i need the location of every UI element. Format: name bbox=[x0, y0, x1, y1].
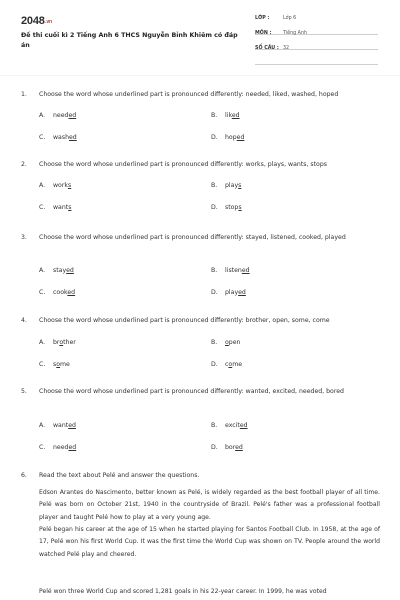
option-a[interactable]: A. needed bbox=[39, 112, 77, 119]
question-text: Choose the word whose underlined part is pronounced differently: brother, open, some, come bbox=[39, 317, 330, 324]
question-number: 4. bbox=[21, 317, 27, 324]
question-number: 6. bbox=[21, 472, 27, 479]
option-d[interactable]: D. bored bbox=[211, 444, 243, 451]
meta-value: 32 bbox=[283, 46, 290, 51]
question-number: 5. bbox=[21, 388, 27, 395]
option-a[interactable]: A. brother bbox=[39, 339, 76, 346]
option-b[interactable]: B. excited bbox=[211, 422, 248, 429]
option-d[interactable]: D. come bbox=[211, 361, 243, 368]
meta-value: Lớp 6 bbox=[283, 16, 297, 21]
meta-key: MÔN : bbox=[255, 31, 272, 36]
option-d[interactable]: D. played bbox=[211, 289, 246, 296]
option-d[interactable]: D. stops bbox=[211, 204, 242, 211]
option-d[interactable]: D. hoped bbox=[211, 134, 245, 141]
question-number: 1. bbox=[21, 91, 27, 98]
option-c[interactable]: C. cooked bbox=[39, 289, 76, 296]
question-number: 3. bbox=[21, 234, 27, 241]
question-text: Choose the word whose underlined part is pronounced differently: needed, liked, washed, hoped bbox=[39, 91, 339, 98]
question-text: Choose the word whose underlined part is pronounced differently: works, plays, wants, stops bbox=[39, 161, 327, 168]
option-c[interactable]: C. needed bbox=[39, 444, 77, 451]
site-logo[interactable] bbox=[21, 15, 52, 27]
option-b[interactable]: B. listened bbox=[211, 267, 250, 274]
option-b[interactable]: B. liked bbox=[211, 112, 240, 119]
logo-tld-text: .vn bbox=[45, 19, 52, 25]
question-text: Read the text about Pelé and answer the questions. bbox=[39, 472, 200, 479]
header-divider bbox=[0, 75, 400, 76]
meta-row-count bbox=[255, 45, 378, 65]
meta-key: SỐ CÂU : bbox=[255, 46, 279, 51]
option-c[interactable]: C. wants bbox=[39, 204, 72, 211]
passage-paragraph: Pelé began his career at the age of 15 when he started playing for Santos Football Club. In 1958, at the age of 17, Pelé won his first World Cup. It was the first time the World Cup was shown on TV. People around the world watched Pelé play and cheered. bbox=[39, 526, 380, 558]
option-b[interactable]: B. open bbox=[211, 339, 241, 346]
meta-key: LỚP : bbox=[255, 16, 270, 21]
option-a[interactable]: A. wanted bbox=[39, 422, 76, 429]
question-text: Choose the word whose underlined part is pronounced differently: wanted, excited, needed, bored bbox=[39, 388, 344, 395]
option-c[interactable]: C. washed bbox=[39, 134, 77, 141]
question-number: 2. bbox=[21, 161, 27, 168]
passage-paragraph: Edson Arantes do Nascimento, better known as Pelé, is widely regarded as the best football player of all time. Pelé was born on October 21st, 1940 in the countryside of Brazil. Pelé's father was a professional football player and taught Pelé how to play at a very young age. bbox=[39, 489, 380, 521]
logo-main-text: 2048 bbox=[21, 15, 45, 27]
option-c[interactable]: C. some bbox=[39, 361, 70, 368]
meta-value: Tiếng Anh bbox=[283, 31, 308, 36]
option-a[interactable]: A. stayed bbox=[39, 267, 74, 274]
option-b[interactable]: B. plays bbox=[211, 182, 242, 189]
option-a[interactable]: A. works bbox=[39, 182, 72, 189]
question-text: Choose the word whose underlined part is pronounced differently: stayed, listened, cooked, played bbox=[39, 234, 346, 241]
document-title: Đề thi cuối kì 2 Tiếng Anh 6 THCS Nguyễn Bỉnh Khiêm có đáp án bbox=[21, 32, 238, 49]
passage-paragraph: Pelé won three World Cup and scored 1,281 goals in his 22-year career. In 1999, he was voted bbox=[39, 588, 327, 595]
